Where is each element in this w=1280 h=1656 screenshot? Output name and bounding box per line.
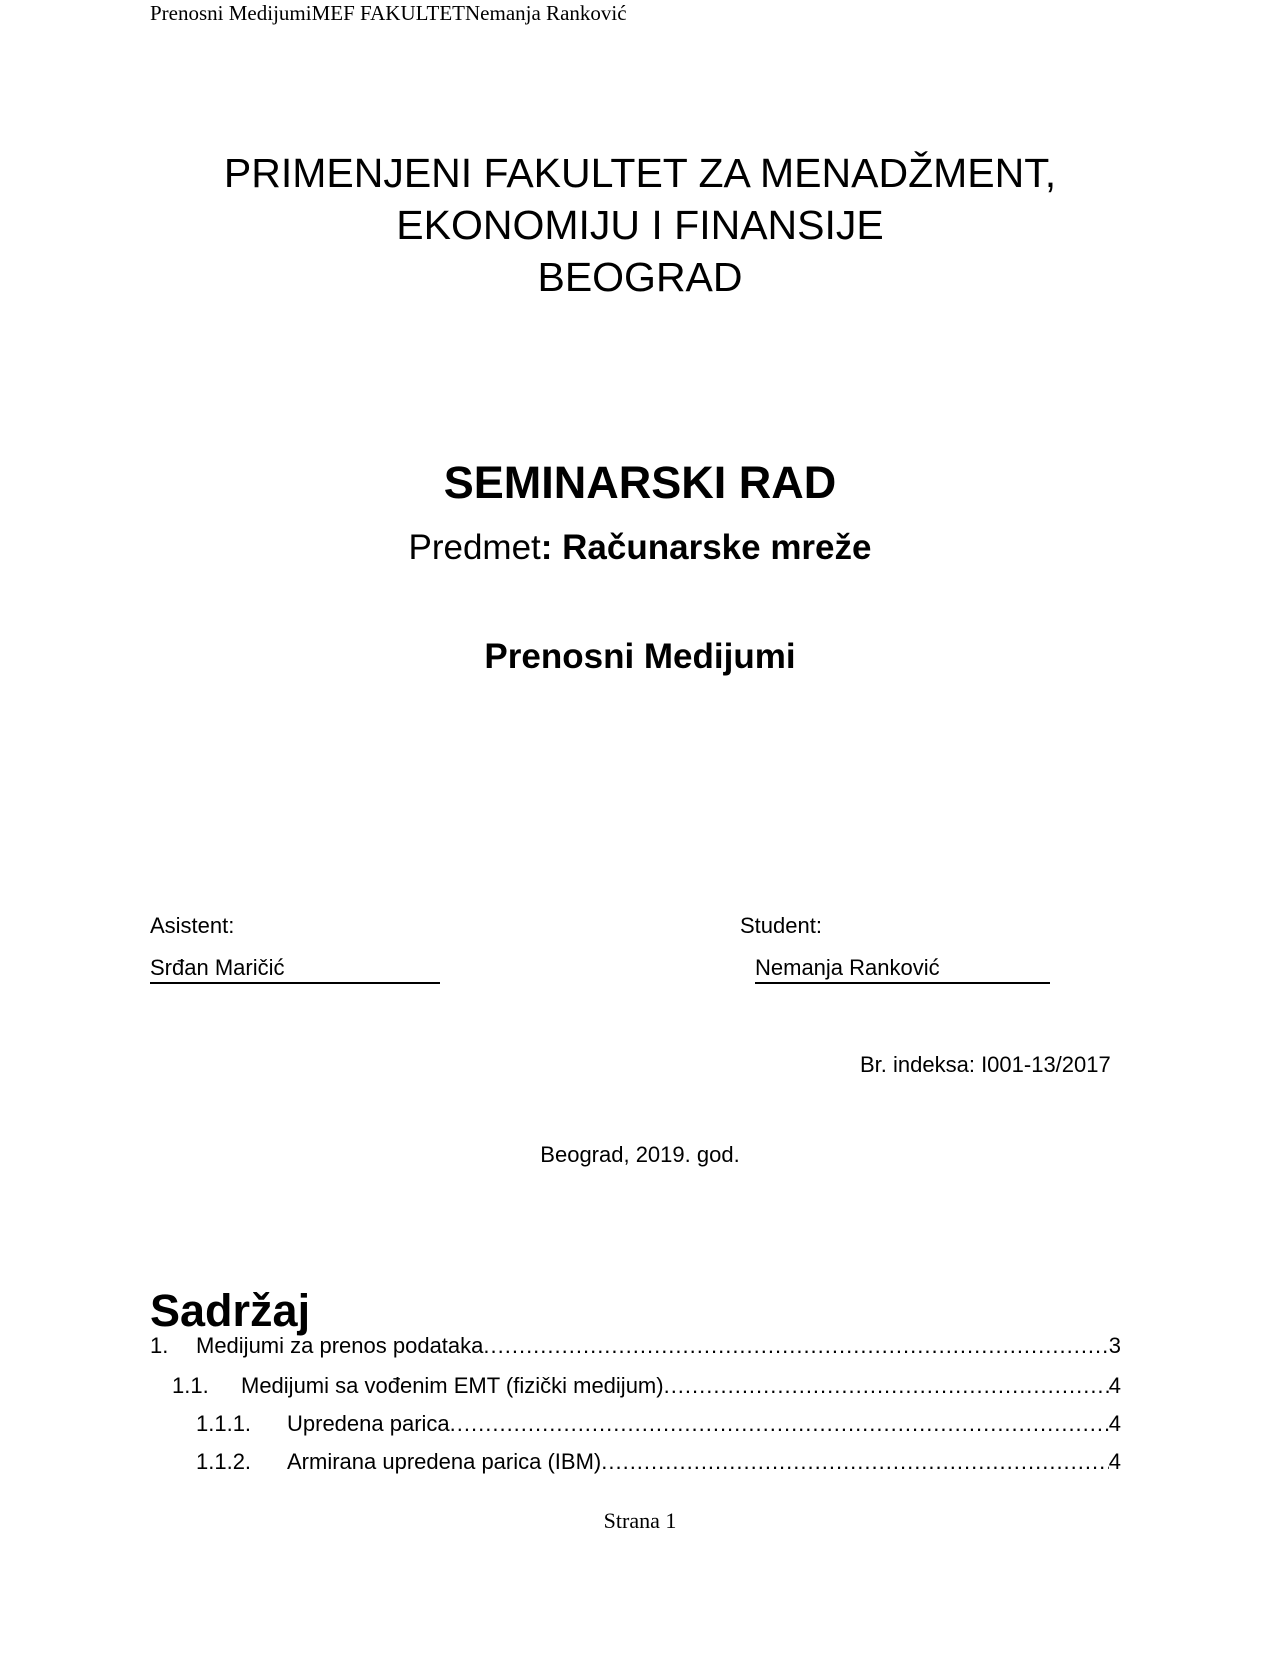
toc-dot-leader <box>483 1332 1108 1360</box>
toc-entry[interactable] <box>150 1332 1121 1360</box>
toc-dot-leader <box>601 1448 1109 1476</box>
paper-topic: Prenosni Medijumi <box>484 637 796 676</box>
running-header: Prenosni MedijumiMEF FAKULTETNemanja Ranković <box>150 1 627 25</box>
toc-entry-text: Medijumi sa vođenim EMT (fizički medijum) <box>241 1373 664 1398</box>
toc-entry-page: 3 <box>1108 1333 1121 1358</box>
toc-entry-number: 1.1.1. <box>196 1411 252 1436</box>
institution-line-3: BEOGRAD <box>537 254 743 300</box>
toc-entry-text: Armirana upredena parica (IBM) <box>287 1449 602 1474</box>
index-number: Br. indeksa: I001-13/2017 <box>860 1052 1111 1077</box>
toc-dot-leader <box>450 1410 1109 1438</box>
toc-entry-number: 1.1. <box>172 1373 209 1398</box>
institution-line-2: EKONOMIJU I FINANSIJE <box>396 202 884 248</box>
institution-line-1: PRIMENJENI FAKULTET ZA MENADŽMENT, <box>223 150 1057 196</box>
toc-entry[interactable] <box>196 1448 1121 1476</box>
subject-value: : Računarske mreže <box>540 528 872 567</box>
toc-entry-number: 1. <box>150 1333 169 1358</box>
toc-entry-page: 4 <box>1108 1449 1121 1474</box>
toc-dot-leader <box>664 1372 1109 1400</box>
toc-entry-text: Medijumi za prenos podataka <box>196 1333 484 1358</box>
institution-heading <box>0 147 1280 303</box>
subject-label: Predmet <box>408 528 541 567</box>
assistant-label: Asistent: <box>150 913 235 938</box>
toc-title: Sadržaj <box>150 1285 311 1336</box>
toc-entry[interactable] <box>196 1410 1121 1438</box>
toc-entry-number: 1.1.2. <box>196 1449 252 1474</box>
toc-entry-page: 4 <box>1108 1373 1121 1398</box>
student-label: Student: <box>740 913 822 938</box>
paper-type-title: SEMINARSKI RAD <box>443 457 837 508</box>
assistant-name: Srđan Maričić <box>150 954 440 984</box>
subject-line <box>0 526 1280 570</box>
toc-entry-text: Upredena parica <box>287 1411 450 1436</box>
toc-entry-page: 4 <box>1108 1411 1121 1436</box>
page-footer: Strana 1 <box>603 1508 677 1533</box>
student-name: Nemanja Ranković <box>755 954 1050 984</box>
toc-entry[interactable] <box>172 1372 1121 1400</box>
date-line: Beograd, 2019. god. <box>540 1142 740 1167</box>
